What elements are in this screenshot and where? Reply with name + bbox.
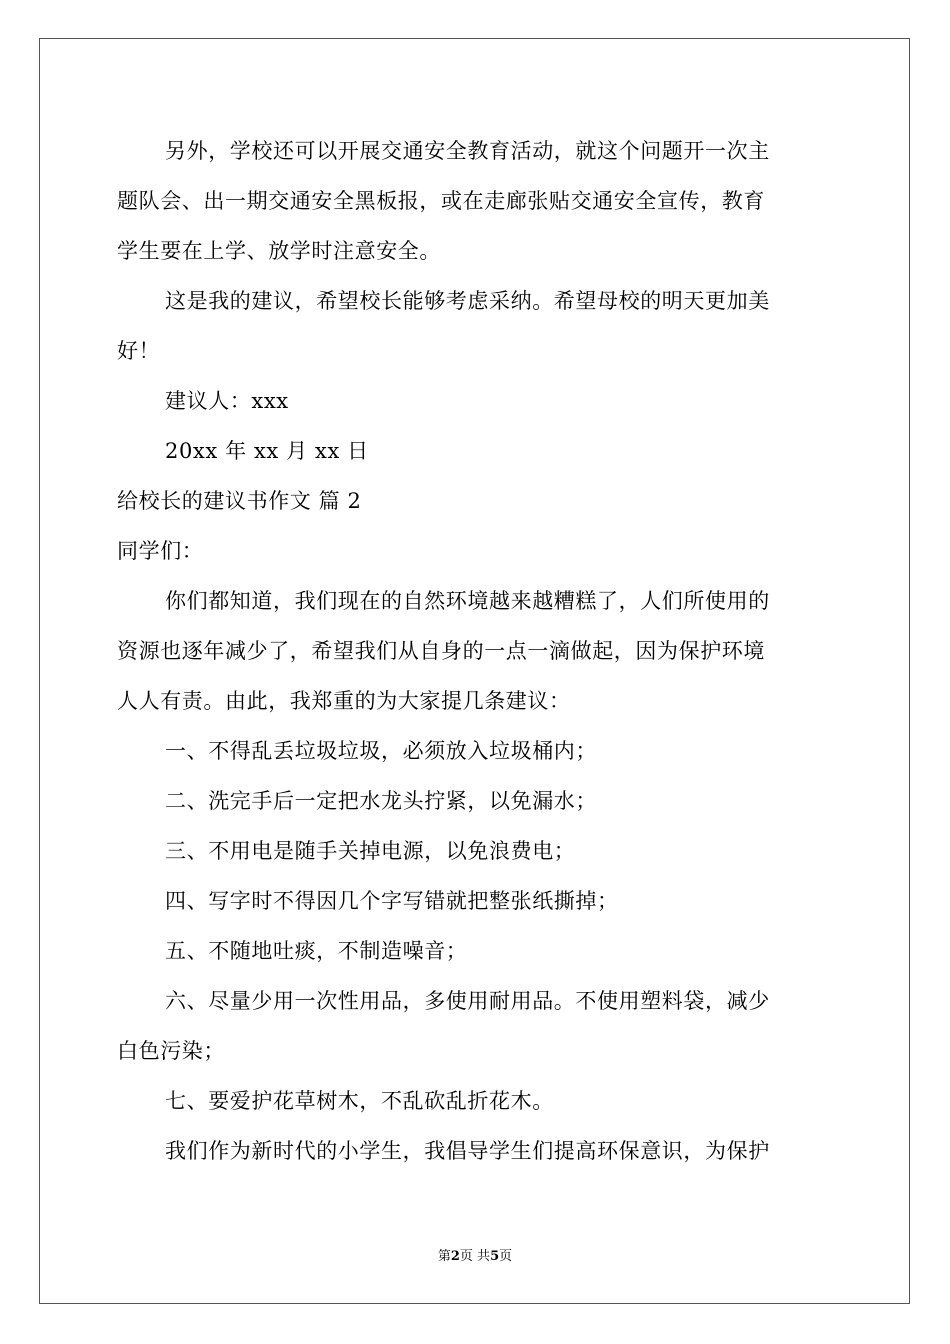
page-footer [0, 1248, 950, 1266]
list-item: 六、尽量少用一次性用品，多使用耐用品。不使用塑料袋，减少 [165, 989, 770, 1013]
paragraph-line: 资源也逐年减少了，希望我们从自身的一点一滴做起，因为保护环境 [117, 639, 765, 663]
paragraph-line: 另外，学校还可以开展交通安全教育活动，就这个问题开一次主 [165, 139, 770, 163]
paragraph-line: 我们作为新时代的小学生，我倡导学生们提高环保意识，为保护 [165, 1139, 770, 1163]
paragraph-line: 人人有责。由此，我郑重的为大家提几条建议： [117, 689, 571, 713]
page-mid: 页 共 [459, 1249, 491, 1264]
page-current: 2 [450, 1249, 460, 1264]
list-item: 二、洗完手后一定把水龙头拧紧，以免漏水； [165, 789, 597, 813]
paragraph-line: 这是我的建议，希望校长能够考虑采纳。希望母校的明天更加美 [165, 289, 770, 313]
page-suffix: 页 [499, 1249, 513, 1264]
list-item-continuation: 白色污染； [117, 1039, 225, 1063]
signature-line: 建议人：xxx [165, 389, 289, 413]
paragraph-line: 你们都知道，我们现在的自然环境越来越糟糕了，人们所使用的 [165, 589, 770, 613]
section-heading: 给校长的建议书作文 篇 2 [117, 489, 362, 513]
list-item: 七、要爱护花草树木，不乱砍乱折花木。 [165, 1089, 554, 1113]
list-item: 一、不得乱丢垃圾垃圾，必须放入垃圾桶内； [165, 739, 597, 763]
date-line: 20xx 年 xx 月 xx 日 [165, 439, 369, 463]
page-total: 5 [490, 1249, 500, 1264]
paragraph-line: 学生要在上学、放学时注意安全。 [117, 239, 441, 263]
document-body [117, 126, 833, 1176]
salutation: 同学们： [117, 539, 204, 563]
paragraph-line: 好！ [117, 339, 161, 363]
list-item: 五、不随地吐痰，不制造噪音； [165, 939, 468, 963]
list-item: 三、不用电是随手关掉电源，以免浪费电； [165, 839, 576, 863]
paragraph-line: 题队会、出一期交通安全黑板报，或在走廊张贴交通安全宣传，教育 [117, 189, 765, 213]
page-prefix: 第 [437, 1249, 451, 1264]
list-item: 四、写字时不得因几个字写错就把整张纸撕掉； [165, 889, 619, 913]
